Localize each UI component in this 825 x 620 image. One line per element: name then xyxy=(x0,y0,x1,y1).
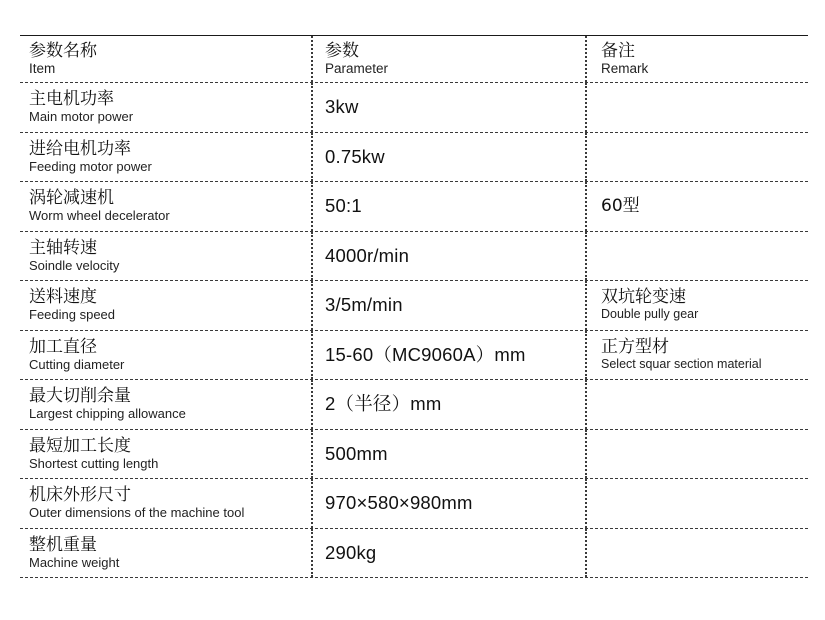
table-row xyxy=(20,529,808,579)
header-remark-zh: 备注 xyxy=(601,41,635,61)
table-row xyxy=(20,380,808,430)
table-row xyxy=(20,281,808,331)
item-name-en: Cutting diameter xyxy=(29,356,125,372)
item-name-en: Feeding motor power xyxy=(29,158,152,174)
item-name-en: Main motor power xyxy=(29,109,134,125)
cell-item xyxy=(20,281,311,330)
cell-item xyxy=(20,232,311,281)
table-row xyxy=(20,133,808,183)
cell-item xyxy=(20,182,311,231)
item-name-zh: 最短加工长度 xyxy=(29,435,131,456)
header-item-zh: 参数名称 xyxy=(29,41,97,61)
header-parameter-zh: 参数 xyxy=(325,41,359,61)
table-row xyxy=(20,232,808,282)
item-name-en: Soindle velocity xyxy=(29,257,120,273)
parameter-value: 50:1 xyxy=(325,195,362,217)
cell-remark xyxy=(585,331,808,380)
cell-parameter xyxy=(311,83,585,132)
cell-item xyxy=(20,133,311,182)
cell-item xyxy=(20,380,311,429)
table-row xyxy=(20,479,808,529)
remark-zh: 双坑轮变速 xyxy=(601,287,686,308)
parameter-value: 290kg xyxy=(325,541,377,563)
cell-parameter xyxy=(311,281,585,330)
item-name-en: Outer dimensions of the machine tool xyxy=(29,505,245,521)
header-item-en: Item xyxy=(29,61,56,76)
header-parameter-en: Parameter xyxy=(325,61,389,76)
item-name-en: Largest chipping allowance xyxy=(29,406,186,422)
item-name-zh: 进给电机功率 xyxy=(29,138,131,159)
cell-remark xyxy=(585,430,808,479)
table-row xyxy=(20,430,808,480)
parameter-value: 2（半径）mm xyxy=(325,393,442,415)
remark-zh: 正方型材 xyxy=(601,336,669,357)
item-name-zh: 主轴转速 xyxy=(29,237,97,258)
item-name-en: Machine weight xyxy=(29,554,120,570)
table-header-row xyxy=(20,36,808,83)
spec-table xyxy=(20,35,808,578)
item-name-zh: 送料速度 xyxy=(29,287,97,308)
item-name-en: Worm wheel decelerator xyxy=(29,208,170,224)
remark-zh: 60型 xyxy=(601,196,640,217)
parameter-value: 3/5m/min xyxy=(325,294,403,316)
cell-parameter xyxy=(311,380,585,429)
parameter-value: 15-60（MC9060A）mm xyxy=(325,343,526,365)
cell-parameter xyxy=(311,331,585,380)
parameter-value: 970×580×980mm xyxy=(325,492,473,514)
cell-remark xyxy=(585,83,808,132)
item-name-zh: 主电机功率 xyxy=(29,89,114,110)
cell-item xyxy=(20,83,311,132)
remark-en: Select squar section material xyxy=(601,356,762,371)
cell-remark xyxy=(585,232,808,281)
parameter-value: 0.75kw xyxy=(325,145,385,167)
cell-parameter xyxy=(311,479,585,528)
table-row xyxy=(20,331,808,381)
cell-remark xyxy=(585,479,808,528)
cell-item xyxy=(20,529,311,578)
cell-remark xyxy=(585,133,808,182)
cell-remark xyxy=(585,529,808,578)
item-name-en: Shortest cutting length xyxy=(29,455,159,471)
item-name-zh: 机床外形尺寸 xyxy=(29,485,131,506)
table-body xyxy=(20,83,808,578)
cell-remark xyxy=(585,182,808,231)
table-row xyxy=(20,182,808,232)
cell-parameter xyxy=(311,232,585,281)
item-name-zh: 加工直径 xyxy=(29,336,97,357)
cell-parameter xyxy=(311,529,585,578)
item-name-en: Feeding speed xyxy=(29,307,116,323)
cell-remark xyxy=(585,281,808,330)
cell-item xyxy=(20,479,311,528)
parameter-value: 3kw xyxy=(325,96,359,118)
parameter-value: 4000r/min xyxy=(325,244,410,266)
item-name-zh: 涡轮减速机 xyxy=(29,188,114,209)
cell-parameter xyxy=(311,133,585,182)
cell-parameter xyxy=(311,182,585,231)
header-parameter xyxy=(311,36,585,82)
header-remark xyxy=(585,36,808,82)
cell-parameter xyxy=(311,430,585,479)
item-name-zh: 整机重量 xyxy=(29,534,97,555)
table-row xyxy=(20,83,808,133)
header-remark-en: Remark xyxy=(601,61,649,76)
cell-remark xyxy=(585,380,808,429)
header-item xyxy=(20,36,311,82)
cell-item xyxy=(20,331,311,380)
item-name-zh: 最大切削余量 xyxy=(29,386,131,407)
parameter-value: 500mm xyxy=(325,442,388,464)
remark-en: Double pully gear xyxy=(601,307,699,322)
cell-item xyxy=(20,430,311,479)
